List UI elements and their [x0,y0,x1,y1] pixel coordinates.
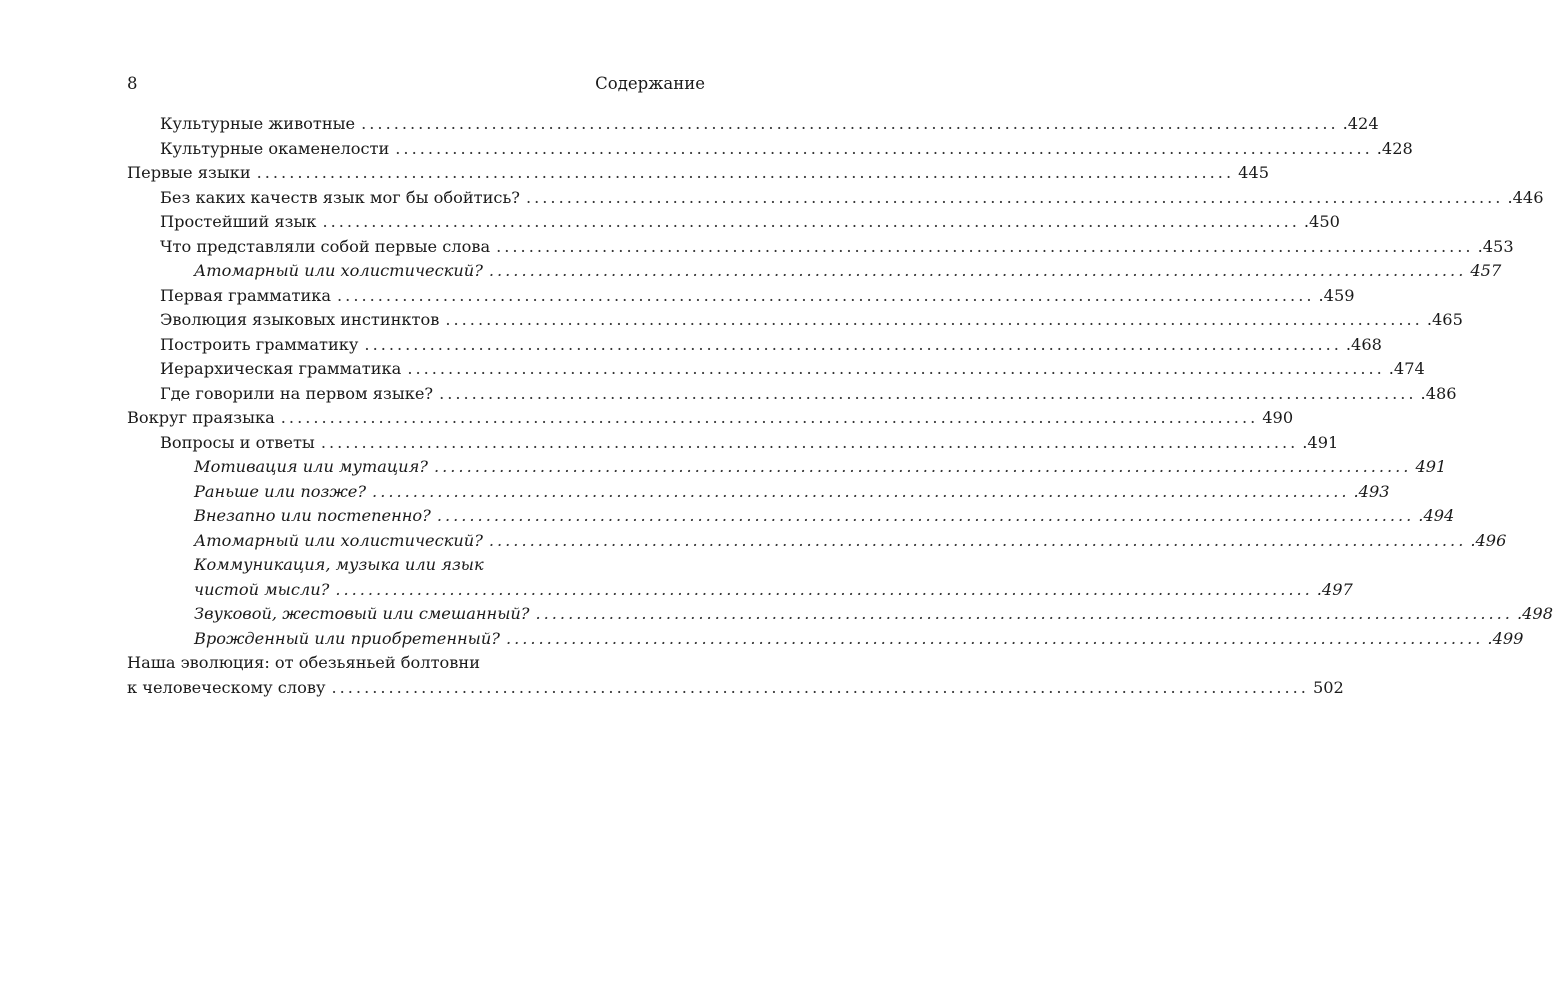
toc-entry-page: .459 [1318,285,1355,305]
dot-leader: ........................................................................................................................ [361,114,1339,133]
toc-entry-title: Раньше или позже? [194,481,367,501]
toc-entry [127,406,1294,431]
dot-leader: ........................................................................................................................ [445,310,1423,329]
dot-leader: ........................................................................................................................ [322,212,1300,231]
dot-leader: ........................................................................................................................ [280,408,1259,427]
toc-entry-page: 502 [1312,677,1344,697]
toc-entry-title: Первая грамматика [160,285,332,305]
toc-entry [127,455,1447,480]
toc-entry-title: Что представляли собой первые слова [160,236,491,256]
toc-entry-page: .450 [1303,212,1340,231]
dot-leader: ........................................................................................................................ [505,628,1484,648]
toc-entry-title: Простейший язык [160,212,317,231]
toc-entry-title: Культурные животные [160,114,356,133]
toc-entry [127,333,1382,358]
toc-entry-title: чистой мысли? [194,579,330,599]
toc-entry-page: 490 [1262,408,1294,427]
dot-leader: ........................................................................................................................ [335,579,1313,599]
toc-entry [127,529,1507,554]
toc-entry-page: .453 [1477,236,1514,256]
toc-entry-title: Иерархическая грамматика [160,359,402,378]
toc-entry-title: Атомарный или холистический? [194,530,483,550]
toc-entry [127,553,705,578]
toc-entry-title: Первые языки [127,163,251,182]
toc-entry [127,161,1269,186]
toc-entry [127,235,1514,260]
toc-entry-title: Эволюция языковых инстинктов [160,310,440,329]
toc-entry-page: .493 [1353,481,1390,501]
toc-entry-title: Культурные окаменелости [160,138,390,158]
toc-entry-page: 457 [1470,261,1502,280]
toc-entry-page: .468 [1345,334,1382,354]
page-number: 8 [127,74,138,93]
toc-entry-title: Вокруг праязыка [127,408,275,427]
toc-entry-title: к человеческому слову [127,677,326,697]
dot-leader: ........................................................................................................................ [407,359,1385,378]
toc-entry [127,651,705,676]
section-title: Содержание [595,74,705,93]
toc-entry-page: 491 [1415,457,1447,476]
dot-leader: ........................................................................................................................ [256,163,1235,182]
toc-entry [127,431,1339,456]
toc-entry-page: .496 [1470,530,1507,550]
toc-entry-title: Где говорили на первом языке? [160,383,434,403]
dot-leader: ........................................................................................................................ [535,604,1513,623]
toc-entry-page: .465 [1426,310,1463,329]
toc-entry-page: .474 [1388,359,1425,378]
toc-entry-title: Вопросы и ответы [160,432,315,452]
dot-leader: ........................................................................................................................ [364,334,1342,354]
toc-entry-page: .491 [1302,432,1339,452]
toc-entry-title: Атомарный или холистический? [194,261,483,280]
toc-entry-page: .424 [1342,114,1379,133]
dot-leader: ........................................................................................................................ [331,677,1309,697]
toc-entry-title: Звуковой, жестовый или смешанный? [194,604,530,623]
dot-leader: ........................................................................................................................ [496,236,1474,256]
toc-entry [127,186,1544,211]
toc-entry-title: Коммуникация, музыка или язык [194,555,484,574]
toc-entry [127,112,1379,137]
toc-entry [127,382,1457,407]
toc-entry [127,627,1524,652]
toc-entry-page: .498 [1516,604,1553,623]
toc-entry [127,602,1553,627]
toc-entry [127,259,1502,284]
running-head [127,74,705,93]
dot-leader: ........................................................................................................................ [488,530,1467,550]
toc-entry [127,504,1455,529]
toc-entry [127,308,1463,333]
toc-entry [127,578,1353,603]
toc-entry-title: Наша эволюция: от обезьяньей болтовни [127,653,480,672]
toc-entry-page: 445 [1238,163,1269,182]
dot-leader: ........................................................................................................................ [439,383,1417,403]
dot-leader: ........................................................................................................................ [488,261,1467,280]
dot-leader: ........................................................................................................................ [433,457,1412,476]
toc-entry-page: .486 [1420,383,1457,403]
dot-leader: ........................................................................................................................ [337,285,1315,305]
toc-entry-title: Построить грамматику [160,334,359,354]
toc-entry [127,676,1344,701]
toc-entry-page: .428 [1376,138,1413,158]
toc-entry [127,357,1425,382]
toc-entry-title: Внезапно или постепенно? [194,506,431,525]
toc-entry-page: .499 [1487,628,1524,648]
toc-entry [127,284,1355,309]
toc-entry [127,137,1413,162]
dot-leader: ........................................................................................................................ [372,481,1350,501]
toc-entry-page: .494 [1418,506,1455,525]
toc-entry-page: .497 [1316,579,1353,599]
toc-entry-title: Мотивация или мутация? [194,457,428,476]
toc-entry [127,210,1340,235]
dot-leader: ........................................................................................................................ [395,138,1373,158]
toc-entry [127,480,1390,505]
toc-entry-page: .446 [1507,187,1544,207]
toc-entry-title: Без каких качеств язык мог бы обойтись? [160,187,520,207]
toc-entry-title: Врожденный или приобретенный? [194,628,500,648]
dot-leader: ........................................................................................................................ [525,187,1504,207]
dot-leader: ........................................................................................................................ [436,506,1415,525]
table-of-contents [127,112,1553,700]
dot-leader: ........................................................................................................................ [320,432,1299,452]
